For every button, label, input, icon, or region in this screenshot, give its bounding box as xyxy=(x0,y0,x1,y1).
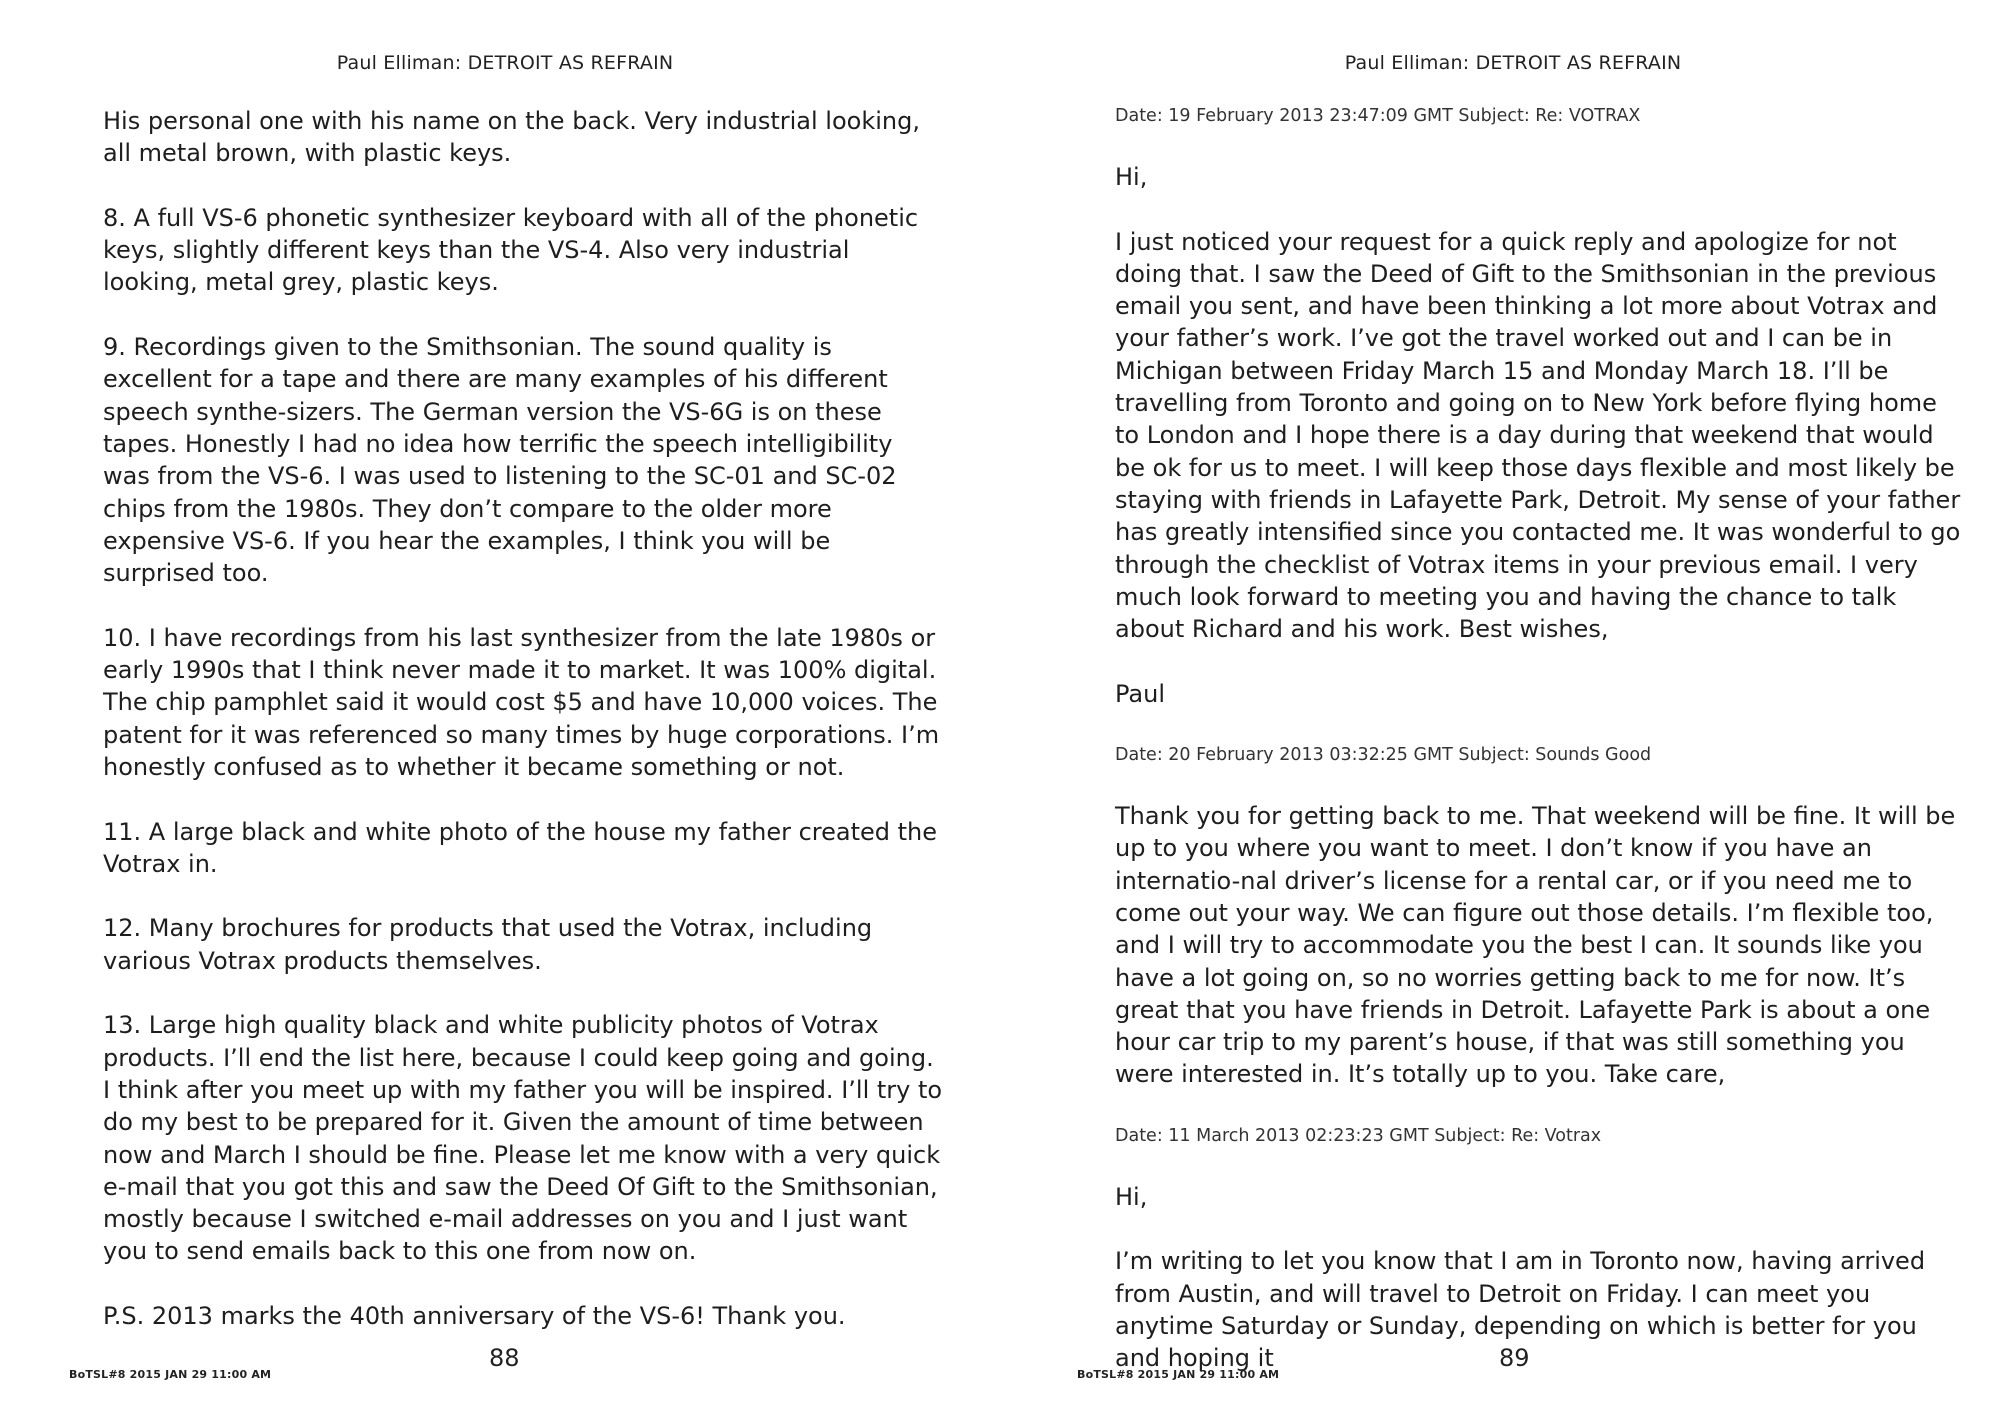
email-header: Date: 11 March 2013 02:23:23 GMT Subject: Re: Votrax xyxy=(1115,1125,1602,1146)
page-body xyxy=(103,105,943,1332)
postscript: P.S. 2013 marks the 40th anniversary of the VS-6! Thank you. xyxy=(103,1301,846,1330)
list-item: 12. Many brochures for products that used the Votrax, including various Votrax products themselves. xyxy=(103,914,873,975)
imprint-line: BoTSL#8 2015 JAN 29 11:00 AM xyxy=(1077,1368,1280,1381)
email-body: I just noticed your request for a quick reply and apologize for not doing that. I saw the Deed of Gift to the Smithsonian in the previous email you sent, and have been thinking a lot more about Votrax and your father’s work. I’ve got the travel worked out and I can be in Michigan between Friday March 15 and Monday March 18. I’ll be travelling from Toronto and going on to New York before flying home to London and I hope there is a day during that weekend that would be ok for us to meet. I will keep those days flexible and most likely be staying with friends in Lafayette Park, Detroit. My sense of your father has greatly intensified since you contacted me. It was wonderful to go through the checklist of Votrax items in your previous email. I very much look forward to meeting you and having the chance to talk about Richard and his work. Best wishes, xyxy=(1115,227,1961,644)
email-greeting: Hi, xyxy=(1115,1182,1148,1211)
list-item: 9. Recordings given to the Smithsonian. The sound quality is excellent for a tape and there are many examples of his different speech synthe-sizers. The German version the VS-6G is on these tapes. Honestly I had no idea how terrific the speech intelligibility was from the VS-6. I was used to listening to the SC-01 and SC-02 chips from the 1980s. They don’t compare to the older more expensive VS-6. If you hear the examples, I think you will be surprised too. xyxy=(103,333,897,588)
email-signoff: Paul xyxy=(1115,679,1165,708)
paragraph: His personal one with his name on the back. Very industrial looking, all metal brown, with plastic keys. xyxy=(103,107,920,168)
imprint-line: BoTSL#8 2015 JAN 29 11:00 AM xyxy=(69,1368,272,1381)
email-body: I’m writing to let you know that I am in Toronto now, having arrived from Austin, and will travel to Detroit on Friday. I can meet you anytime Saturday or Sunday, depending on which is better for you and hoping it xyxy=(1115,1247,1926,1373)
page-number: 89 xyxy=(1499,1344,1530,1372)
email-body: Thank you for getting back to me. That weekend will be fine. It will be up to you where you want to meet. I don’t know if you have an internatio-nal driver’s license for a rental car, or if you need me to come out your way. We can figure out those details. I’m flexible too, and I will try to accommodate you the best I can. It sounds like you have a lot going on, so no worries getting back to me for now. It’s great that you have friends in Detroit. Lafayette Park is about a one hour car trip to my parent’s house, if that was still something you were interested in. It’s totally up to you. Take care, xyxy=(1115,802,1956,1089)
page-body xyxy=(1115,105,1965,1375)
running-head: Paul Elliman: DETROIT AS REFRAIN xyxy=(1344,52,1682,74)
right-page xyxy=(1010,0,2000,1424)
list-item: 10. I have recordings from his last synthesizer from the late 1980s or early 1990s that I think never made it to market. It was 100% digital. The chip pamphlet said it would cost $5 and have 10,000 voices. The patent for it was referenced so many times by huge corporations. I’m honestly confused as to whether it became something or not. xyxy=(103,623,940,781)
email-header: Date: 20 February 2013 03:32:25 GMT Subject: Sounds Good xyxy=(1115,745,1652,766)
running-head: Paul Elliman: DETROIT AS REFRAIN xyxy=(336,52,674,74)
email-greeting: Hi, xyxy=(1115,163,1148,191)
page-number: 88 xyxy=(489,1344,520,1372)
list-item: 8. A full VS-6 phonetic synthesizer keyboard with all of the phonetic keys, slightly different keys than the VS-4. Also very industrial looking, metal grey, plastic keys. xyxy=(103,203,919,297)
email-header: Date: 19 February 2013 23:47:09 GMT Subject: Re: VOTRAX xyxy=(1115,106,1641,126)
list-item: 11. A large black and white photo of the house my father created the Votrax in. xyxy=(103,817,938,878)
list-item: 13. Large high quality black and white publicity photos of Votrax products. I’ll end the list here, because I could keep going and going. I think after you meet up with my father you will be inspired. I’ll try to do my best to be prepared for it. Given the amount of time between now and March I should be fine. Please let me know with a very quick e-mail that you got this and saw the Deed Of Gift to the Smithsonian, mostly because I switched e-mail addresses on you and I just want you to send emails back to this one from now on. xyxy=(103,1011,943,1266)
